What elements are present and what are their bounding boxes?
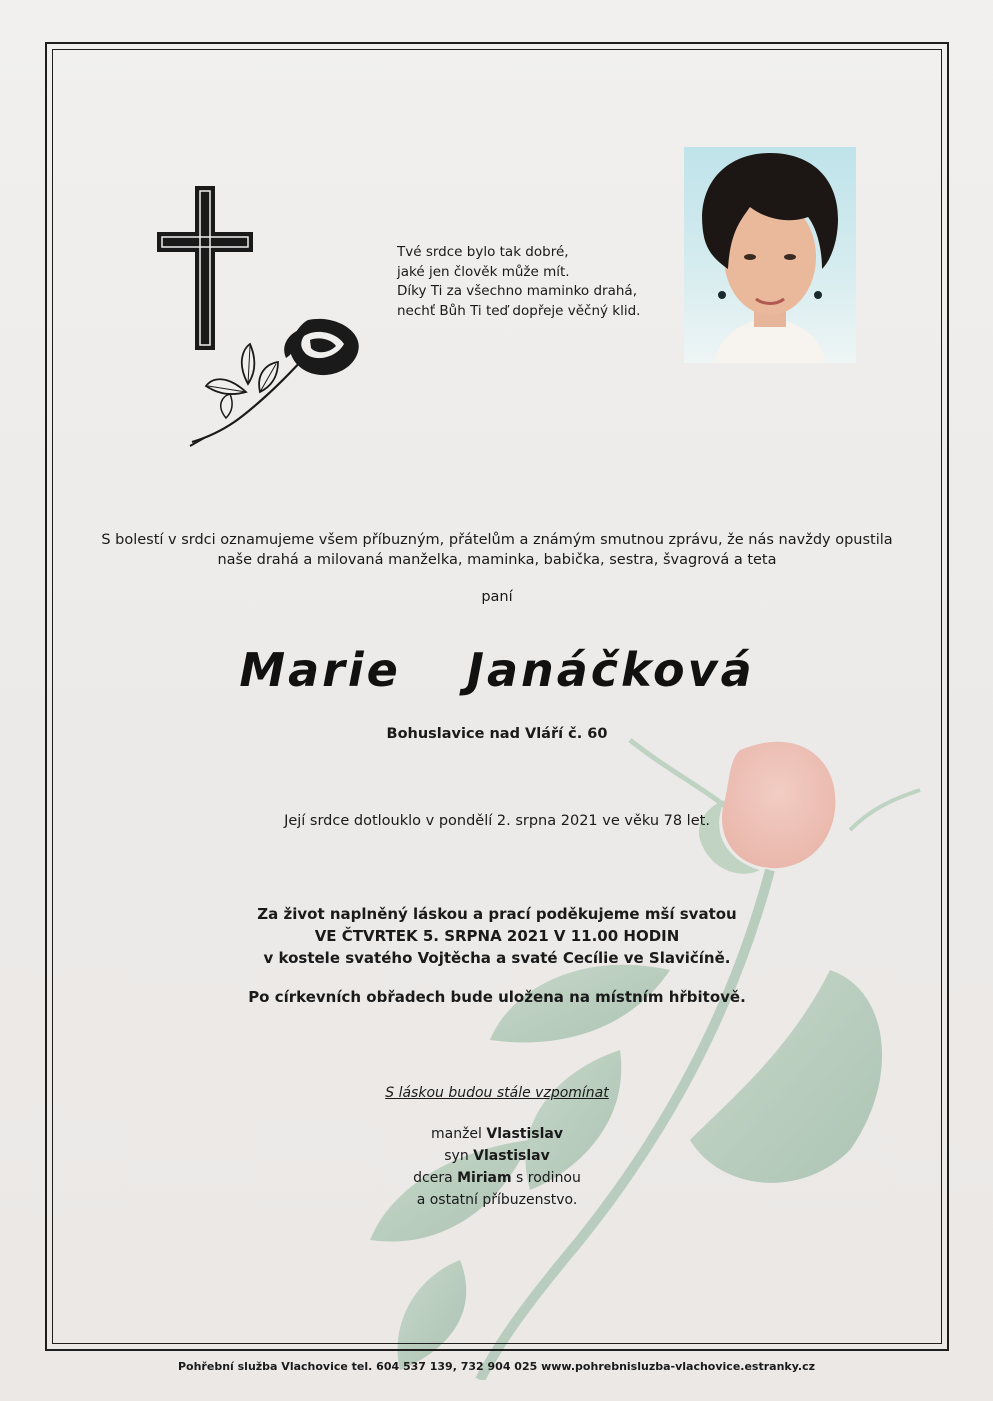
announcement: [60, 530, 934, 570]
deceased-name: Marie Janáčková: [239, 643, 755, 697]
poem: [397, 243, 657, 321]
mourners-list: [60, 1123, 934, 1211]
mourner-relation: dcera: [413, 1170, 458, 1186]
mourner-name: Miriam: [457, 1170, 512, 1186]
portrait-photo: [684, 147, 856, 363]
death-notice: Její srdce dotlouklo v pondělí 2. srpna 2021 ve věku 78 let.: [284, 813, 710, 829]
mourner-name: Vlastislav: [473, 1148, 550, 1164]
title-pani: paní: [481, 589, 513, 605]
poem-line: Tvé srdce bylo tak dobré,: [397, 244, 569, 260]
funeral-line-2: VE ČTVRTEK 5. SRPNA 2021 V 11.00 HODIN: [314, 927, 680, 945]
mourner-relation: syn: [444, 1148, 474, 1164]
mourner-name: Vlastislav: [486, 1126, 564, 1142]
mourners-heading: [60, 1085, 934, 1101]
deceased-address: Bohuslavice nad Vláří č. 60: [386, 726, 608, 742]
poem-line: nechť Bůh Ti teď dopřeje věčný klid.: [397, 302, 641, 319]
poem-line: jaké jen člověk může mít.: [397, 263, 570, 280]
rose-drawing-icon: [186, 314, 366, 448]
announcement-line-1: S bolestí v srdci oznamujeme všem příbuzným, přátelům a známým smutnou zprávu, že nás navždy opustila: [101, 532, 893, 548]
mourners-closing: a ostatní příbuzenstvo.: [416, 1192, 578, 1208]
burial-info: Po církevních obřadech bude uložena na místním hřbitově.: [248, 988, 746, 1006]
mourner-suffix: s rodinou: [511, 1170, 581, 1186]
portrait-icon: [684, 147, 856, 363]
footer-contact: Pohřební služba Vlachovice tel. 604 537 139, 732 904 025 www.pohrebnisluzba-vlachovice.estranky.cz: [177, 1360, 815, 1373]
mourner-item: [60, 1167, 934, 1189]
mourner-relation: manžel: [430, 1126, 487, 1142]
funeral-info: [60, 903, 934, 969]
mourner-item: [60, 1123, 934, 1145]
announcement-line-2: naše drahá a milovaná manželka, maminka, babička, sestra, švagrová a teta: [217, 552, 777, 568]
funeral-line-1: Za život naplněný láskou a prací poděkujeme mší svatou: [257, 905, 737, 923]
poem-line: Díky Ti za všechno maminko drahá,: [397, 283, 637, 299]
mourner-item: [60, 1145, 934, 1167]
mourners-heading-text: S láskou budou stále vzpomínat: [385, 1085, 609, 1101]
funeral-line-3: v kostele svatého Vojtěcha a svaté Cecílie ve Slavičíně.: [263, 949, 731, 967]
